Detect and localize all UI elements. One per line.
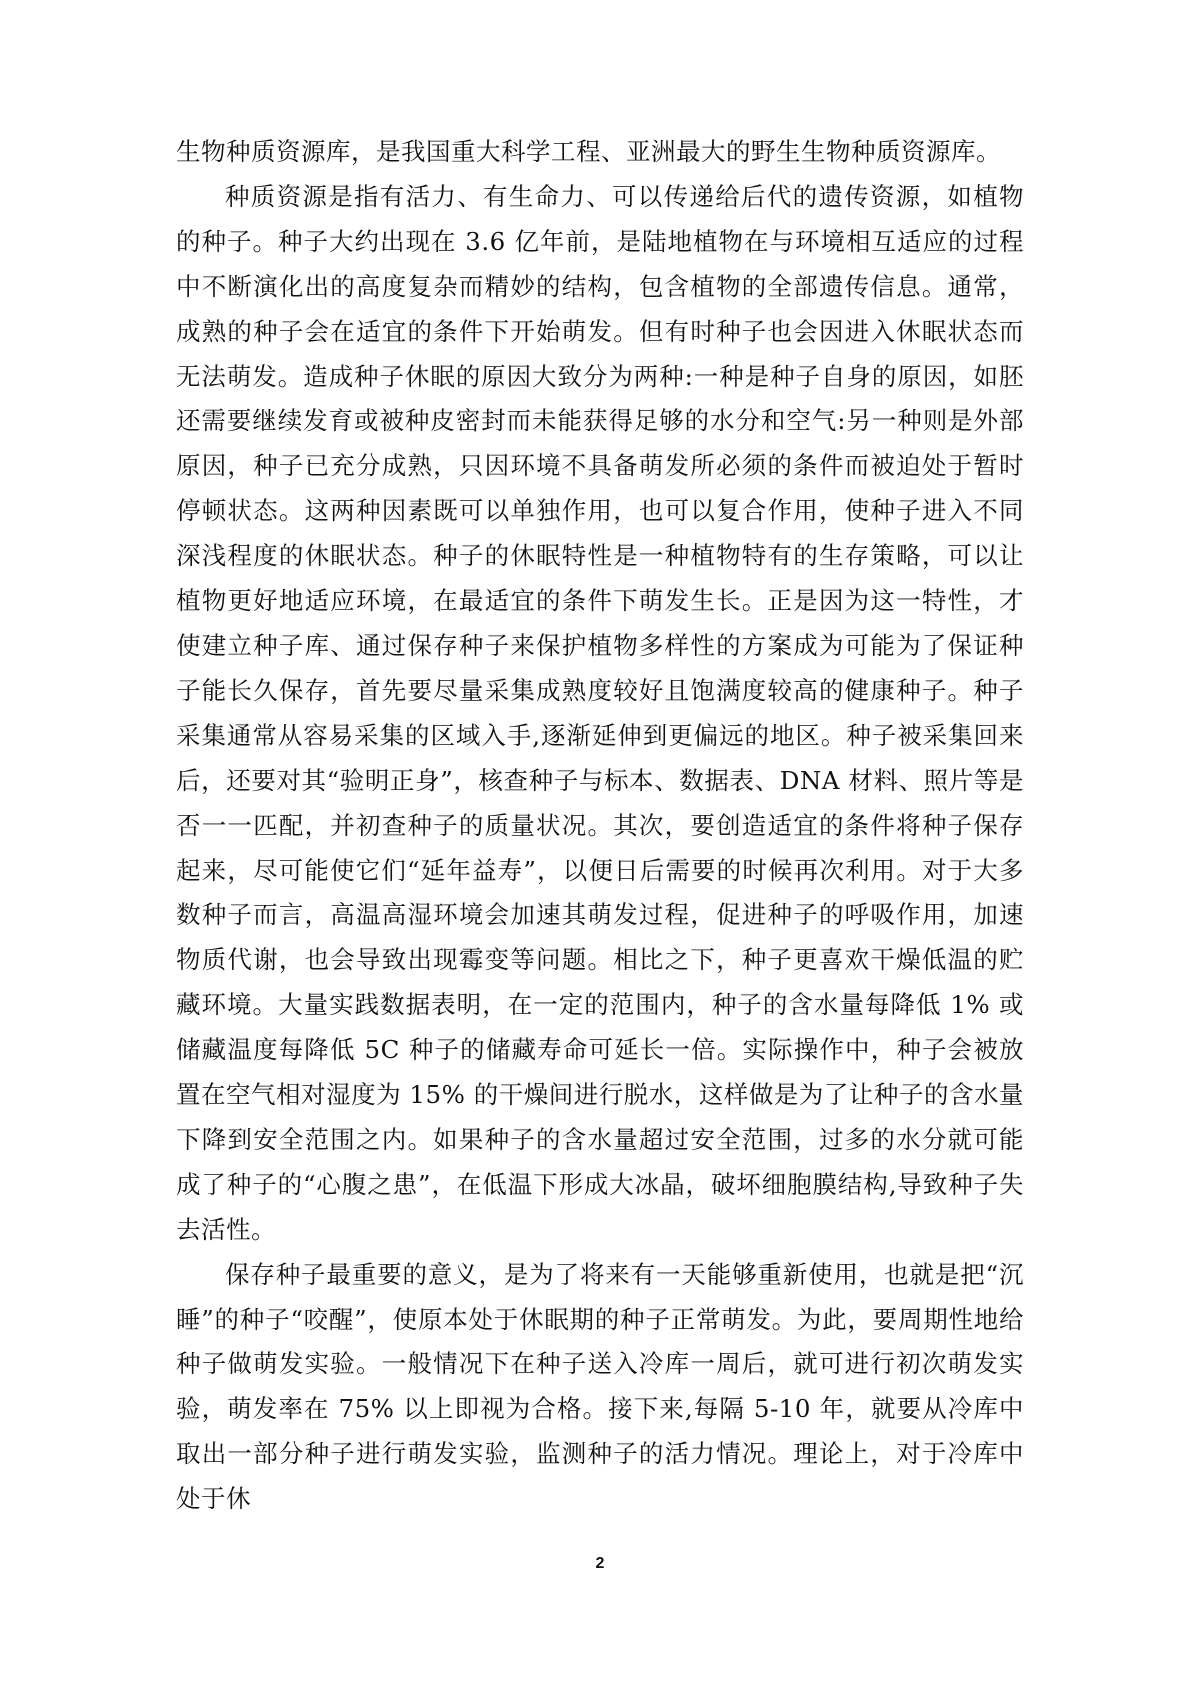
document-body	[176, 130, 1024, 1522]
page-number: 2	[595, 1555, 605, 1572]
paragraph-3: 保存种子最重要的意义，是为了将来有一天能够重新使用，也就是把“沉睡”的种子“咬醒”，使原本处于休眠期的种子正常萌发。为此，要周期性地给种子做萌发实验。一般情况下在种子送入冷库一周后，就可进行初次萌发实验，萌发率在 75% 以上即视为合格。接下来,每隔 5-10 年，就要从冷库中取出一部分种子进行萌发实验，监测种子的活力情况。理论上，对于冷库中处于休	[176, 1259, 1024, 1514]
paragraph-2: 种质资源是指有活力、有生命力、可以传递给后代的遗传资源，如植物的种子。种子大约出现在 3.6 亿年前，是陆地植物在与环境相互适应的过程中不断演化出的高度复杂而精妙的结构，包含植物的全部遗传信息。通常，成熟的种子会在适宜的条件下开始萌发。但有时种子也会因进入休眠状态而无法萌发。造成种子休眠的原因大致分为两种:一种是种子自身的原因，如胚还需要继续发育或被种皮密封而未能获得足够的水分和空气:另一种则是外部原因，种子已充分成熟，只因环境不具备萌发所必须的条件而被迫处于暂时停顿状态。这两种因素既可以单独作用，也可以复合作用，使种子进入不同深浅程度的休眠状态。种子的休眠特性是一种植物特有的生存策略，可以让植物更好地适应环境，在最适宜的条件下萌发生长。正是因为这一特性，才使建立种子库、通过保存种子来保护植物多样性的方案成为可能为了保证种子能长久保存，首先要尽量采集成熟度较好且饱满度较高的健康种子。种子采集通常从容易采集的区域入手,逐渐延伸到更偏远的地区。种子被采集回来后，还要对其“验明正身”，核查种子与标本、数据表、DNA 材料、照片等是否一一匹配，并初查种子的质量状况。其次，要创造适宜的条件将种子保存起来，尽可能使它们“延年益寿”，以便日后需要的时候再次利用。对于大多数种子而言，高温高湿环境会加速其萌发过程，促进种子的呼吸作用，加速物质代谢，也会导致出现霉变等问题。相比之下，种子更喜欢干燥低温的贮藏环境。大量实践数据表明，在一定的范围内，种子的含水量每降低 1% 或储藏温度每降低 5C 种子的储藏寿命可延长一倍。实际操作中，种子会被放置在空气相对湿度为 15% 的干燥间进行脱水，这样做是为了让种子的含水量下降到安全范围之内。如果种子的含水量超过安全范围，过多的水分就可能成了种子的“心腹之患”，在低温下形成大冰晶，破坏细胞膜结构,导致种子失去活性。	[176, 181, 1024, 1244]
paragraph-1: 生物种质资源库，是我国重大科学工程、亚洲最大的野生生物种质资源库。	[176, 137, 1001, 166]
